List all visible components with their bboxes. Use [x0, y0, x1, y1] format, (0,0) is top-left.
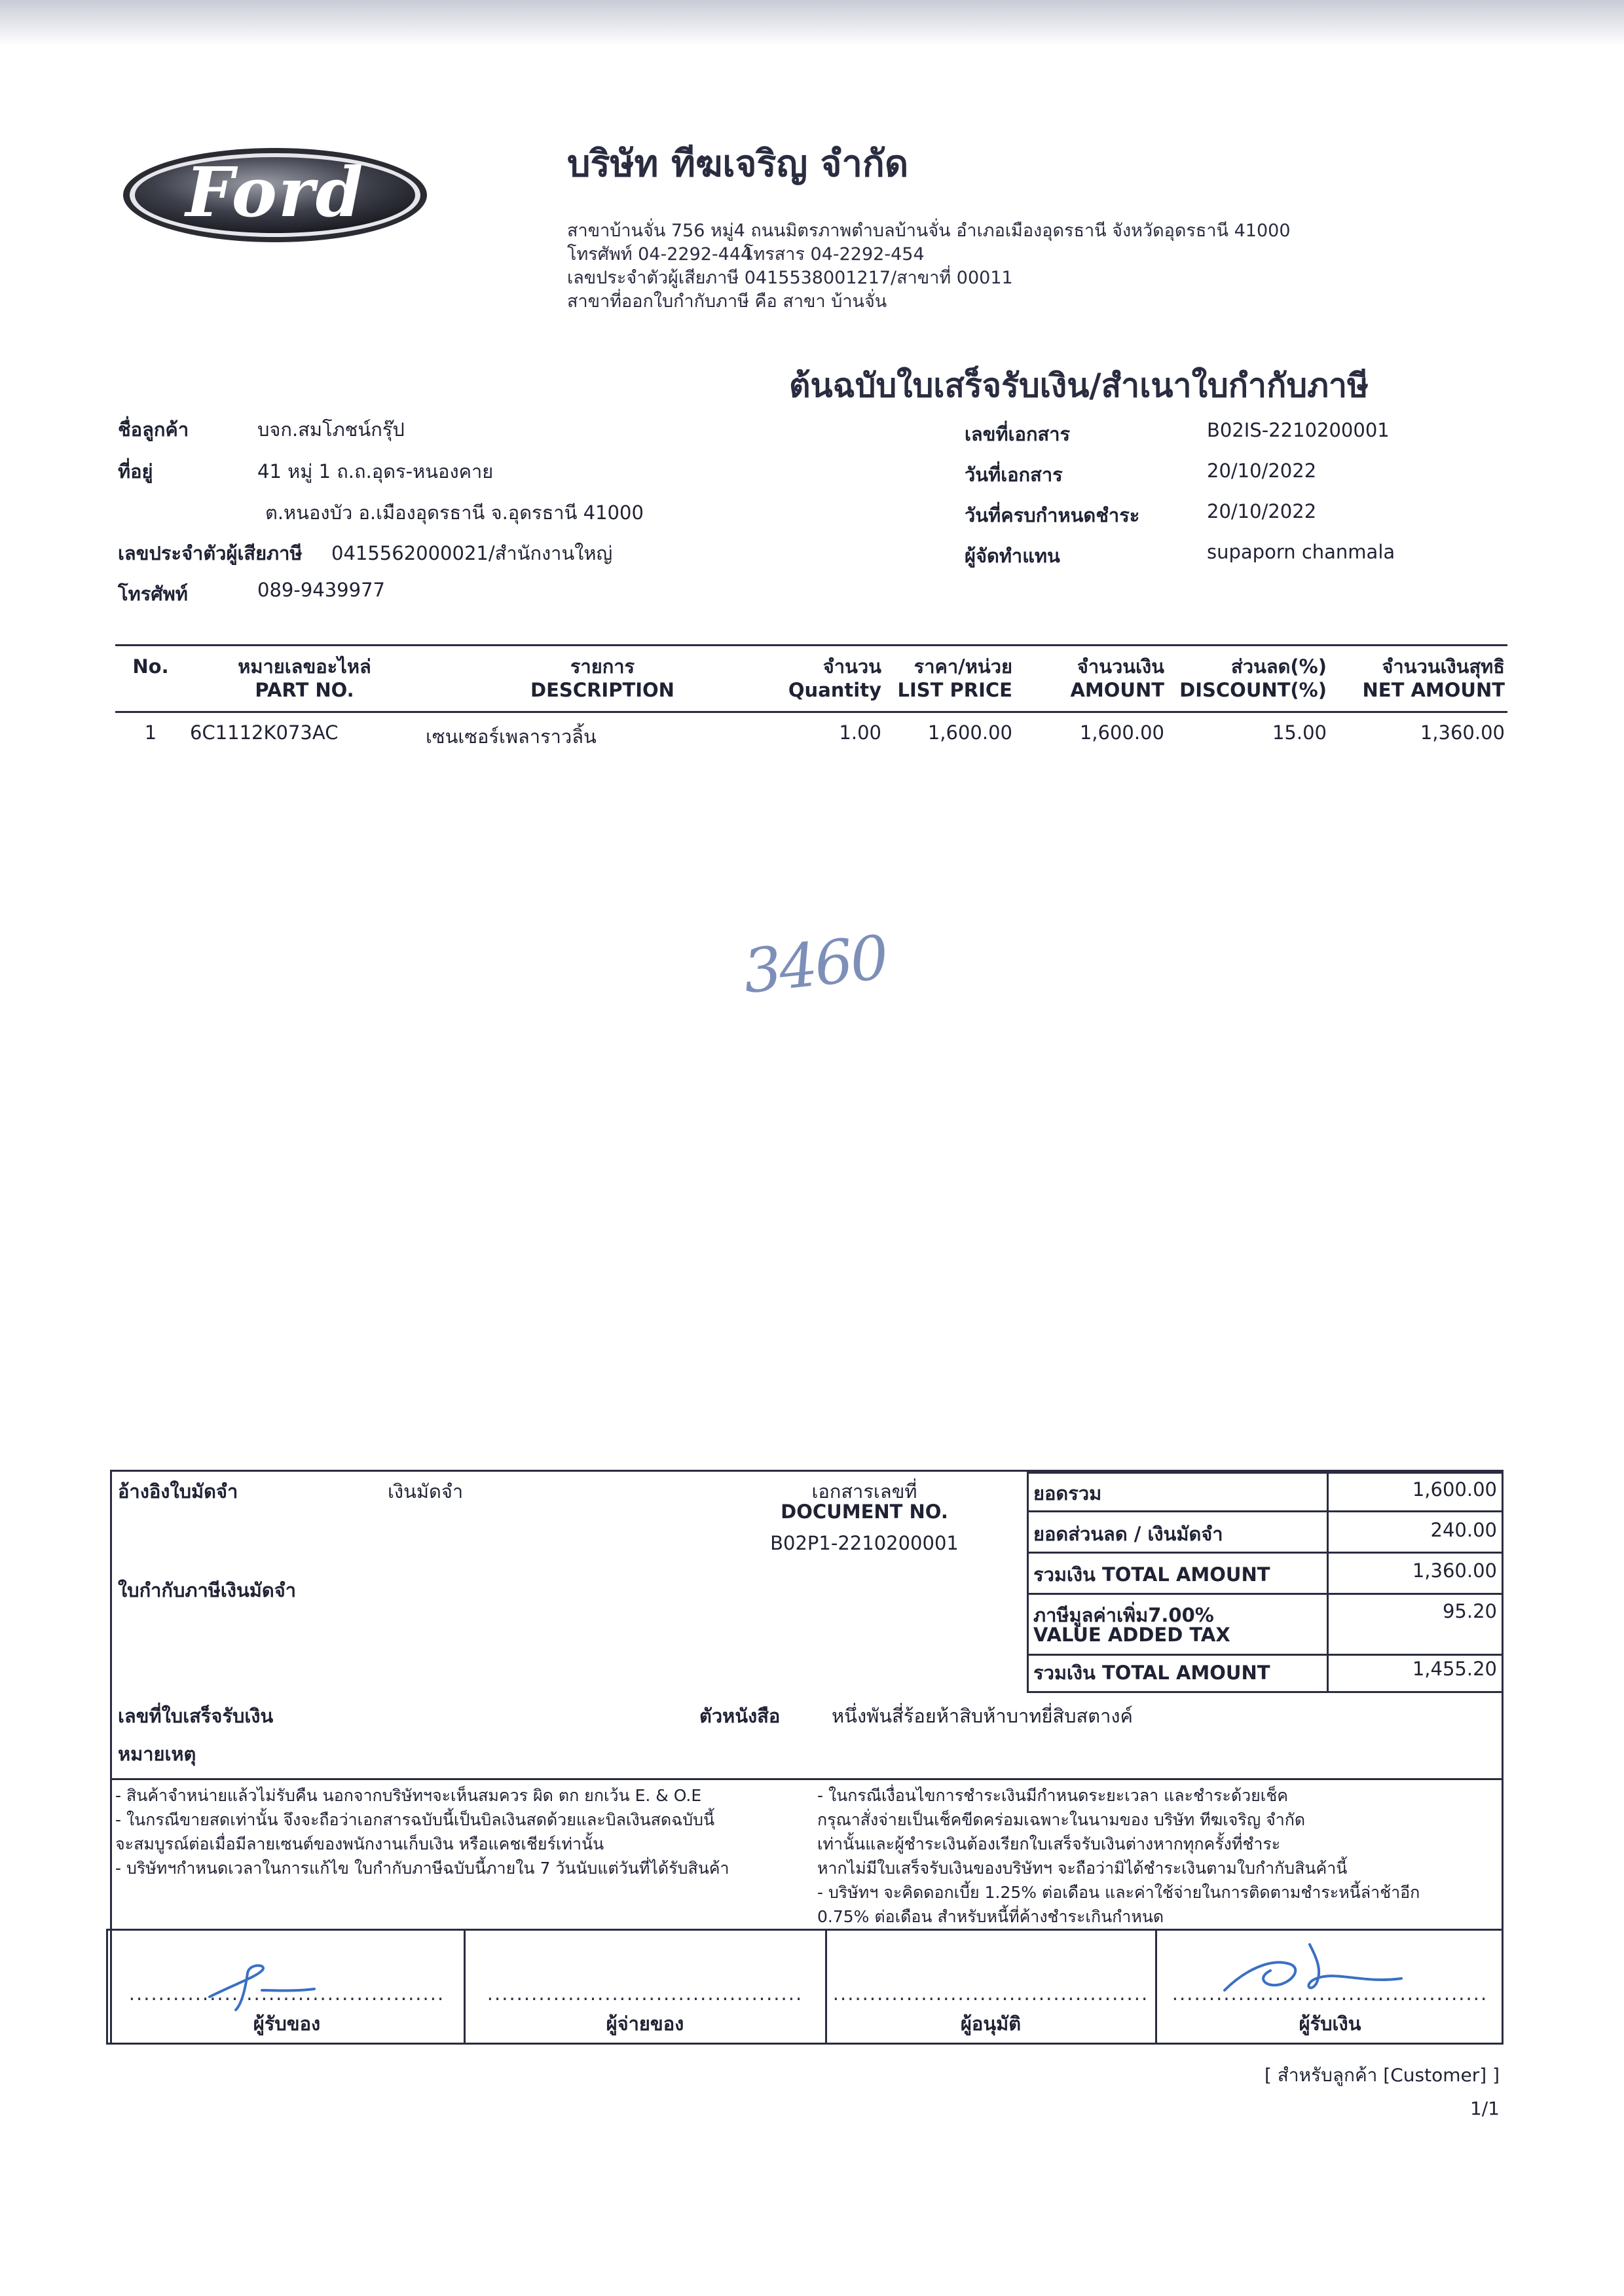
receipt-no-label: เลขที่ใบเสร็จรับเงิน — [118, 1705, 274, 1727]
signature-line-sender: ........................................... — [487, 1982, 803, 2005]
subtotal-label: ยอดรวม — [1033, 1482, 1102, 1504]
th-qty-en: Quantity — [788, 679, 881, 701]
collector-signature-mark — [1218, 1931, 1414, 2003]
due-date-label: วันที่ครบกำหนดชำระ — [965, 504, 1140, 526]
totals-rule — [1027, 1654, 1504, 1656]
maker-label: ผู้จัดทำแทน — [965, 545, 1060, 567]
row-part-no: 6C1112K073AC — [190, 721, 339, 744]
customer-tax-value: 0415562000021/สำนักงานใหญ่ — [331, 542, 613, 564]
totals-rule — [1027, 1510, 1504, 1512]
th-price-th: ราคา/หน่วย — [913, 655, 1012, 678]
row-net-amount: 1,360.00 — [1420, 721, 1505, 744]
customer-address-label: ที่อยู่ — [118, 460, 153, 483]
row-no: 1 — [144, 721, 157, 744]
company-address: สาขาบ้านจั่น 756 หมู่4 ถนนมิตรภาพตำบลบ้านจั่น อำเภอเมืองอุดรธานี จังหวัดอุดรธานี 41000 — [567, 221, 1291, 241]
th-part-en: PART NO. — [255, 679, 354, 701]
deposit-ref-label: อ้างอิงใบมัดจำ — [118, 1480, 238, 1503]
page-number: 1/1 — [1469, 2098, 1500, 2119]
company-name: บริษัท ทีฆเจริญ จำกัด — [567, 143, 909, 185]
vat-value: 95.20 — [1442, 1600, 1497, 1622]
th-qty-th: จำนวน — [822, 655, 881, 678]
th-part-th: หมายเลขอะไหล่ — [238, 655, 371, 678]
scan-top-shadow — [0, 0, 1624, 46]
doc-no-label: เลขที่เอกสาร — [965, 423, 1071, 445]
condition-line: จะสมบูรณ์ต่อเมื่อมีลายเซนต์ของพนักงานเก็บเงิน หรือแคชเชียร์เท่านั้น — [115, 1834, 604, 1853]
grand-total-value: 1,455.20 — [1412, 1658, 1497, 1680]
conditions-top-rule — [110, 1778, 1504, 1780]
condition-line: กรุณาสั่งจ่ายเป็นเช็คขีดคร่อมเฉพาะในนามของ บริษัท ทีฆเจริญ จำกัด — [817, 1810, 1306, 1829]
condition-line: - ในกรณีเงื่อนไขการชำระเงินมีกำหนดระยะเวลา และชำระด้วยเช็ค — [817, 1786, 1289, 1805]
vat-label-th: ภาษีมูลค่าเพิ่ม7.00% — [1033, 1604, 1214, 1626]
discount-value: 240.00 — [1430, 1519, 1497, 1541]
table-top-rule — [115, 644, 1507, 646]
signature-label-collector: ผู้รับเงิน — [1299, 2013, 1361, 2035]
signature-line-receiver: ........................................... — [128, 1982, 445, 2005]
th-desc-en: DESCRIPTION — [530, 679, 674, 701]
condition-line: - บริษัทฯ จะคิดดอกเบี้ย 1.25% ต่อเดือน และค่าใช้จ่ายในการติดตามชำระหนี้ล่าช้าอีก — [817, 1883, 1420, 1902]
vat-label-en: VALUE ADDED TAX — [1033, 1624, 1230, 1646]
grand-total-label: รวมเงิน TOTAL AMOUNT — [1033, 1662, 1270, 1684]
total-amount-value: 1,360.00 — [1412, 1559, 1497, 1582]
deposit-doc-no-en: DOCUMENT NO. — [781, 1501, 948, 1523]
maker: supaporn chanmala — [1207, 541, 1395, 563]
signature-line-approver: ........................................... — [832, 1982, 1149, 2005]
total-amount-label: รวมเงิน TOTAL AMOUNT — [1033, 1563, 1270, 1586]
condition-line: - บริษัทฯกำหนดเวลาในการแก้ไข ใบกำกับภาษีฉบับนี้ภายใน 7 วันนับแต่วันที่ได้รับสินค้า — [115, 1859, 729, 1878]
deposit-doc-no: B02P1-2210200001 — [770, 1532, 959, 1554]
row-list-price: 1,600.00 — [927, 721, 1012, 744]
condition-line: หากไม่มีใบเสร็จรับเงินของบริษัทฯ จะถือว่ามิได้ชำระเงินตามใบกำกับสินค้านี้ — [817, 1859, 1348, 1878]
th-discount-th: ส่วนลด(%) — [1231, 655, 1327, 678]
totals-rule — [1027, 1593, 1504, 1595]
condition-line: - สินค้าจำหน่ายแล้วไม่รับคืน นอกจากบริษัทฯจะเห็นสมควร ผิด ตก ยกเว้น E. & O.E — [115, 1786, 702, 1805]
customer-address-line2: ต.หนองบัว อ.เมืองอุดรธานี จ.อุดรธานี 41000 — [265, 501, 644, 524]
amount-words-label: ตัวหนังสือ — [699, 1705, 781, 1727]
th-amount-th: จำนวนเงิน — [1077, 655, 1164, 678]
conditions-right — [817, 1783, 1498, 1929]
customer-address-line1: 41 หมู่ 1 ถ.ถ.อุดร-หนองคาย — [257, 460, 494, 483]
condition-line: เท่านั้นและผู้ชำระเงินต้องเรียกใบเสร็จรับเงินต่างหากทุกครั้งที่ชำระ — [817, 1834, 1281, 1853]
row-amount: 1,600.00 — [1079, 721, 1164, 744]
signature-label-approver: ผู้อนุมัติ — [960, 2013, 1022, 2035]
discount-label: ยอดส่วนลด / เงินมัดจำ — [1033, 1523, 1223, 1545]
th-net-th: จำนวนเงินสุทธิ — [1382, 655, 1505, 678]
signature-divider — [464, 1929, 466, 2045]
row-description: เซนเซอร์เพลาราวลิ้น — [426, 725, 597, 748]
condition-line: 0.75% ต่อเดือน สำหรับหนี้ที่ค้างชำระเกินกำหนด — [817, 1907, 1164, 1926]
signature-label-receiver: ผู้รับของ — [253, 2013, 321, 2035]
table-header-rule — [115, 711, 1507, 713]
document-title: ต้นฉบับใบเสร็จรับเงิน/สำเนาใบกำกับภาษี — [789, 367, 1369, 405]
signature-divider — [1155, 1929, 1157, 2045]
company-phone: โทรศัพท์ 04-2292-444 — [567, 244, 752, 264]
customer-name: บจก.สมโภชน์กรุ๊ป — [257, 418, 405, 441]
doc-date-label: วันที่เอกสาร — [965, 464, 1063, 486]
deposit-label: เงินมัดจำ — [388, 1480, 464, 1503]
deposit-tax-invoice-label: ใบกำกับภาษีเงินมัดจำ — [118, 1579, 297, 1601]
company-issuing-branch: สาขาที่ออกใบกำกับภาษี คือ สาขา บ้านจั่น — [567, 291, 887, 312]
customer-copy-label: [ สำหรับลูกค้า [Customer] ] — [1264, 2064, 1500, 2086]
customer-phone: 089-9439977 — [257, 579, 385, 601]
th-no: No. — [132, 655, 169, 678]
signature-label-sender: ผู้จ่ายของ — [606, 2013, 684, 2035]
signature-divider — [825, 1929, 827, 2045]
row-discount: 15.00 — [1272, 721, 1327, 744]
th-desc-th: รายการ — [570, 655, 635, 678]
totals-divider — [1327, 1472, 1329, 1693]
th-price-en: LIST PRICE — [897, 679, 1012, 701]
condition-line: - ในกรณีขายสดเท่านั้น จึงจะถือว่าเอกสารฉบับนี้เป็นบิลเงินสดด้วยและบิลเงินสดฉบับนี้ — [115, 1810, 715, 1829]
receiver-signature-mark — [196, 1958, 327, 2016]
th-amount-en: AMOUNT — [1070, 679, 1164, 701]
row-quantity: 1.00 — [839, 721, 881, 744]
deposit-doc-no-th: เอกสารเลขที่ — [811, 1480, 917, 1503]
remark-label: หมายเหตุ — [118, 1743, 196, 1765]
company-fax: โทรสาร 04-2292-454 — [744, 244, 925, 264]
handwritten-note: 3460 — [740, 922, 890, 1008]
signature-line-collector: ........................................... — [1172, 1982, 1488, 2005]
due-date: 20/10/2022 — [1207, 500, 1317, 522]
doc-date: 20/10/2022 — [1207, 460, 1317, 482]
company-tax-id: เลขประจำตัวผู้เสียภาษี 0415538001217/สาขาที่ 00011 — [567, 268, 1013, 288]
totals-rule — [1027, 1552, 1504, 1554]
th-discount-en: DISCOUNT(%) — [1179, 679, 1327, 701]
ford-logo-text: Ford — [185, 152, 365, 232]
ford-logo — [120, 145, 430, 245]
customer-phone-label: โทรศัพท์ — [118, 583, 188, 605]
customer-tax-label: เลขประจำตัวผู้เสียภาษี — [118, 542, 303, 564]
amount-words: หนึ่งพันสี่ร้อยห้าสิบห้าบาทยี่สิบสตางค์ — [832, 1705, 1133, 1727]
doc-no: B02IS-2210200001 — [1207, 419, 1390, 441]
subtotal-value: 1,600.00 — [1412, 1478, 1497, 1501]
th-net-en: NET AMOUNT — [1362, 679, 1505, 701]
customer-name-label: ชื่อลูกค้า — [118, 418, 189, 441]
conditions-left — [115, 1783, 809, 1880]
